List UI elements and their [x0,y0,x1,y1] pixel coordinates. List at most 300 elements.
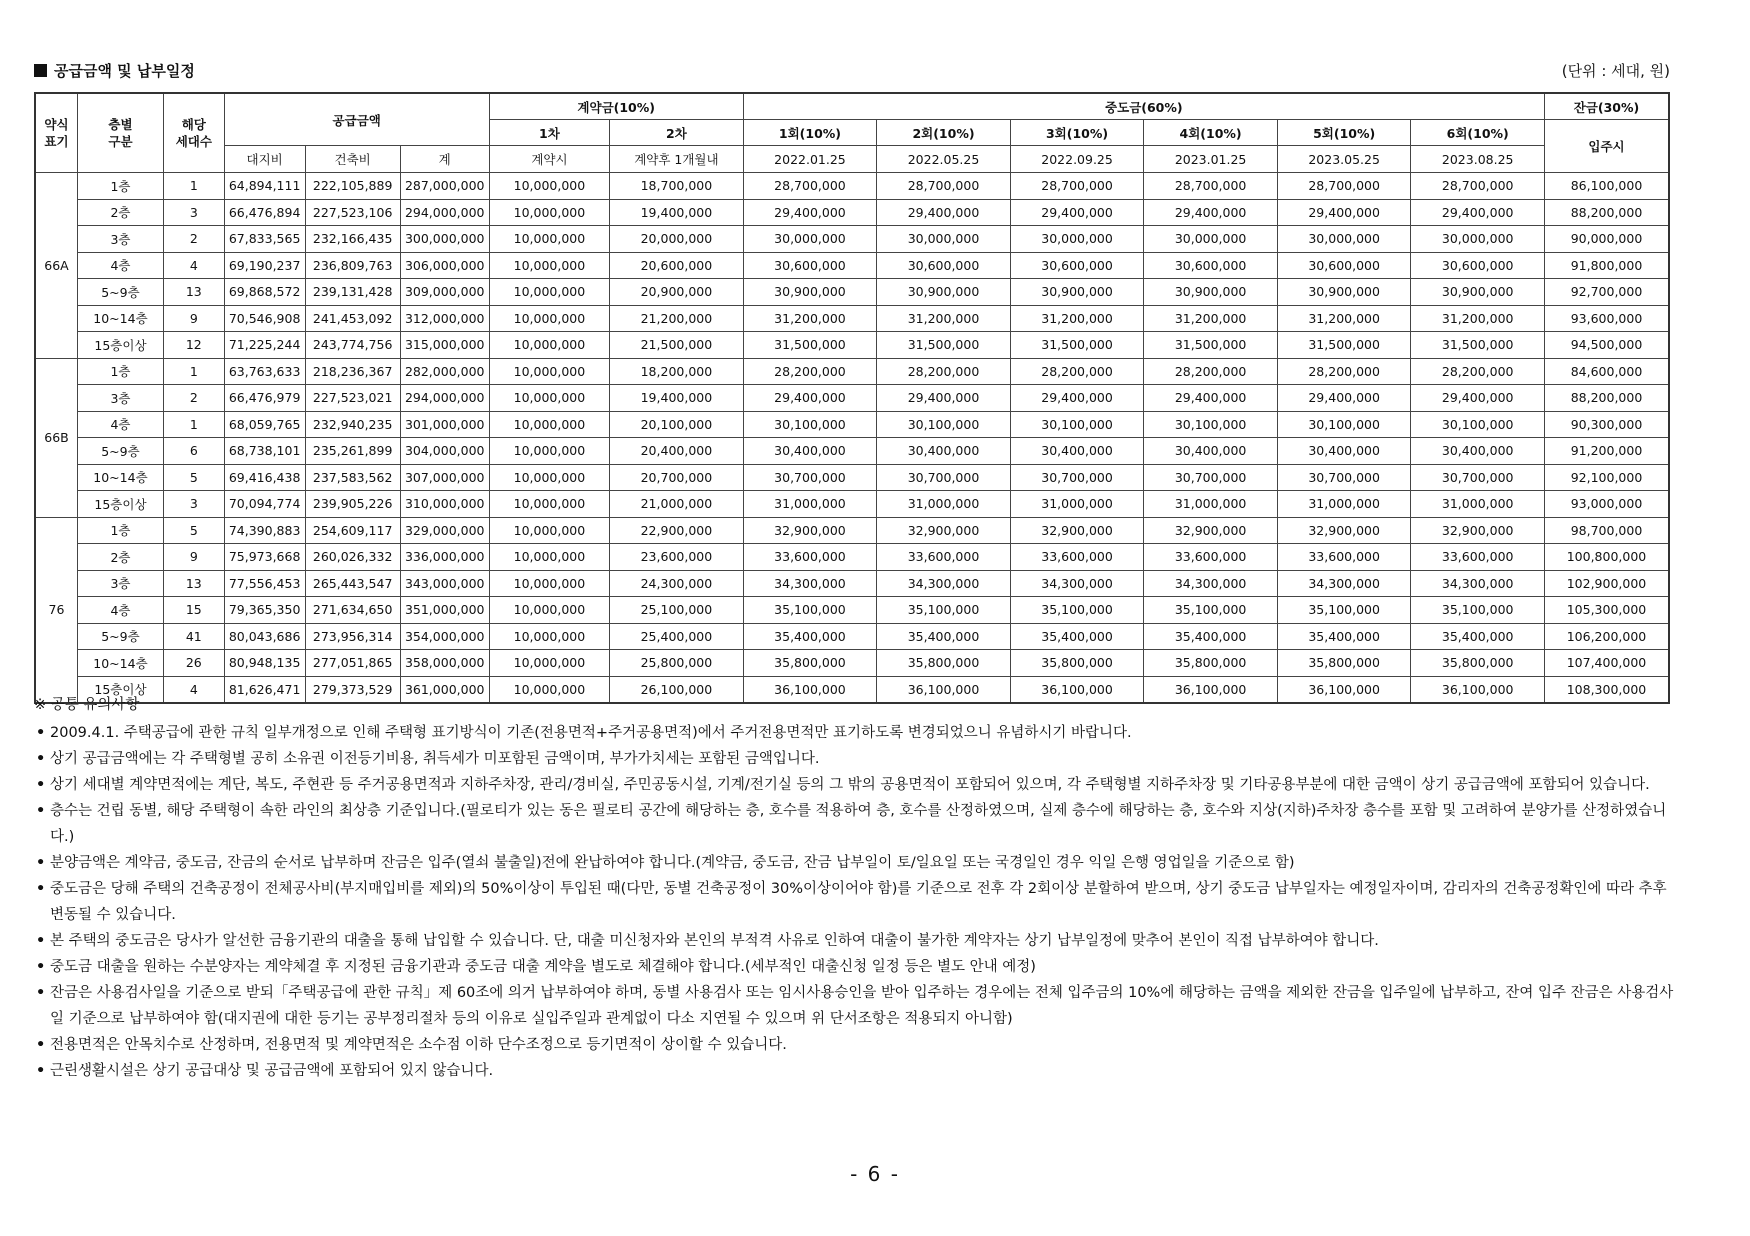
section-title-text: 공급금액 및 납부일정 [54,62,195,80]
table-cell: 3층 [77,385,163,412]
table-cell: 30,100,000 [877,411,1011,438]
table-cell: 33,600,000 [1277,544,1411,571]
note-item [34,850,1684,876]
table-cell: 35,400,000 [1277,623,1411,650]
table-cell: 354,000,000 [400,623,489,650]
table-cell: 30,100,000 [1277,411,1411,438]
table-cell: 12 [163,332,224,359]
table-cell: 30,700,000 [877,464,1011,491]
table-row [35,411,1669,438]
table-cell: 68,738,101 [224,438,305,465]
table-cell: 300,000,000 [400,226,489,253]
table-cell: 29,400,000 [743,385,877,412]
table-cell: 31,200,000 [1277,305,1411,332]
table-cell: 358,000,000 [400,650,489,677]
table-cell: 1층 [77,173,163,200]
table-cell: 5 [163,517,224,544]
table-cell: 30,900,000 [743,279,877,306]
table-cell: 1 [163,173,224,200]
note-item [34,954,1684,980]
table-row [35,464,1669,491]
table-cell: 15 [163,597,224,624]
bullet-icon: • [36,933,46,949]
table-cell: 10,000,000 [489,491,609,518]
table-row [35,358,1669,385]
section-header [34,60,1670,82]
bullet-icon: • [36,725,46,741]
table-cell: 66,476,979 [224,385,305,412]
table-cell: 10~14층 [77,305,163,332]
table-cell: 68,059,765 [224,411,305,438]
table-cell: 91,200,000 [1544,438,1669,465]
table-cell: 35,800,000 [1411,650,1545,677]
table-cell: 30,400,000 [1010,438,1144,465]
header-balance: 잔금(30%) [1544,93,1669,120]
table-cell: 19,400,000 [610,199,744,226]
table-cell: 92,700,000 [1544,279,1669,306]
table-cell: 35,800,000 [877,650,1011,677]
table-cell: 304,000,000 [400,438,489,465]
table-cell: 31,500,000 [877,332,1011,359]
table-cell: 218,236,367 [305,358,400,385]
table-cell: 98,700,000 [1544,517,1669,544]
table-cell: 10,000,000 [489,544,609,571]
table-cell: 33,600,000 [877,544,1011,571]
table-cell: 28,700,000 [1010,173,1144,200]
table-cell: 36,100,000 [1010,676,1144,703]
table-cell: 34,300,000 [1277,570,1411,597]
table-cell: 35,100,000 [743,597,877,624]
table-cell: 32,900,000 [743,517,877,544]
table-cell: 36,100,000 [743,676,877,703]
table-cell: 29,400,000 [1411,385,1545,412]
table-cell: 31,500,000 [1144,332,1278,359]
table-cell: 9 [163,305,224,332]
note-text: 중도금은 당해 주택의 건축공정이 전체공사비(부지매입비를 제외)의 50%이상이 투입된 때(다만, 동별 건축공정이 30%이상이어야 함)를 기준으로 전후 각 2회이상 분할하여 받으며, 상기 중도금 납부일자는 예정일자이며, 감리자의 건축공정확인에 따라 추후 변동될 수 있습니다. [50,881,1667,923]
table-cell: 30,700,000 [743,464,877,491]
note-item [34,720,1684,746]
table-cell: 84,600,000 [1544,358,1669,385]
table-row [35,597,1669,624]
table-cell: 1 [163,358,224,385]
table-cell: 35,400,000 [1411,623,1545,650]
header-deposit: 계약금(10%) [489,93,743,120]
table-cell: 277,051,865 [305,650,400,677]
table-cell: 26,100,000 [610,676,744,703]
note-text: 2009.4.1. 주택공급에 관한 규칙 일부개정으로 인해 주택형 표기방식이 기존(전용면적+주거공용면적)에서 주거전용면적만 표기하도록 변경되었으니 유념하시기 바랍니다. [50,725,1132,741]
header-total: 계 [400,146,489,173]
header-supply-price: 공급금액 [224,93,489,146]
table-cell: 32,900,000 [1411,517,1545,544]
table-cell: 20,700,000 [610,464,744,491]
table-cell: 33,600,000 [1144,544,1278,571]
table-cell: 31,000,000 [743,491,877,518]
header-type: 약식 표기 [35,93,77,173]
table-cell: 30,600,000 [1144,252,1278,279]
table-cell: 10,000,000 [489,358,609,385]
table-cell: 235,261,899 [305,438,400,465]
table-cell: 10,000,000 [489,438,609,465]
table-cell: 3 [163,199,224,226]
table-cell: 21,000,000 [610,491,744,518]
note-item [34,1058,1684,1084]
table-cell: 29,400,000 [1144,385,1278,412]
table-cell: 28,700,000 [1411,173,1545,200]
header-interim-round-3: 3회(10%) [1010,120,1144,146]
table-cell: 294,000,000 [400,385,489,412]
table-cell: 227,523,106 [305,199,400,226]
table-cell: 30,400,000 [1277,438,1411,465]
table-cell: 31,200,000 [1411,305,1545,332]
table-cell: 105,300,000 [1544,597,1669,624]
table-cell: 29,400,000 [1010,385,1144,412]
table-cell: 29,400,000 [1277,385,1411,412]
note-item [34,798,1684,850]
table-cell: 31,200,000 [1144,305,1278,332]
table-row [35,570,1669,597]
table-cell: 6 [163,438,224,465]
section-title [34,60,195,81]
table-cell: 32,900,000 [1277,517,1411,544]
table-cell: 5~9층 [77,438,163,465]
table-cell: 2 [163,226,224,253]
table-cell: 28,200,000 [1010,358,1144,385]
table-cell: 35,100,000 [1411,597,1545,624]
table-cell: 33,600,000 [1411,544,1545,571]
table-cell: 69,416,438 [224,464,305,491]
table-cell: 34,300,000 [743,570,877,597]
table-cell: 10,000,000 [489,332,609,359]
table-cell: 361,000,000 [400,676,489,703]
table-cell: 63,763,633 [224,358,305,385]
table-cell: 10,000,000 [489,252,609,279]
table-cell: 35,100,000 [1144,597,1278,624]
notes-title: ※ 공통 유의사항 [34,697,140,713]
unit-type-cell: 66A [35,173,77,359]
table-cell: 80,043,686 [224,623,305,650]
table-cell: 10,000,000 [489,226,609,253]
table-cell: 2층 [77,544,163,571]
table-row [35,544,1669,571]
bullet-icon: • [36,1063,46,1079]
table-cell: 301,000,000 [400,411,489,438]
table-cell: 265,443,547 [305,570,400,597]
table-cell: 21,200,000 [610,305,744,332]
table-cell: 222,105,889 [305,173,400,200]
table-cell: 30,100,000 [1010,411,1144,438]
table-cell: 4층 [77,597,163,624]
table-cell: 70,546,908 [224,305,305,332]
table-cell: 28,700,000 [877,173,1011,200]
table-cell: 31,000,000 [1411,491,1545,518]
table-cell: 25,400,000 [610,623,744,650]
table-cell: 32,900,000 [877,517,1011,544]
header-interim-date-3: 2022.09.25 [1010,146,1144,173]
table-cell: 28,700,000 [1144,173,1278,200]
header-building-cost: 건축비 [305,146,400,173]
table-cell: 26 [163,650,224,677]
table-cell: 36,100,000 [1277,676,1411,703]
table-cell: 28,200,000 [1144,358,1278,385]
table-cell: 28,200,000 [1411,358,1545,385]
table-cell: 31,000,000 [877,491,1011,518]
table-cell: 25,100,000 [610,597,744,624]
table-cell: 35,400,000 [743,623,877,650]
table-body [35,173,1669,704]
table-cell: 88,200,000 [1544,199,1669,226]
table-cell: 310,000,000 [400,491,489,518]
table-row [35,623,1669,650]
table-cell: 10,000,000 [489,623,609,650]
table-cell: 232,166,435 [305,226,400,253]
header-deposit-first: 1차 [489,120,609,146]
table-cell: 36,100,000 [1144,676,1278,703]
table-cell: 1층 [77,517,163,544]
note-text: 층수는 건립 동별, 해당 주택형이 속한 라인의 최상층 기준입니다.(필로티가 있는 동은 필로티 공간에 해당하는 층, 호수를 적용하여 층, 호수를 산정하였으며, 실제 층수에 해당하는 층, 호수와 지상(지하)주차장 층수를 포함 및 고려하여 분양가를 산정하였습니다.) [50,803,1667,845]
note-item [34,772,1684,798]
table-cell: 64,894,111 [224,173,305,200]
note-item [34,746,1684,772]
table-cell: 243,774,756 [305,332,400,359]
table-cell: 5~9층 [77,623,163,650]
table-cell: 20,100,000 [610,411,744,438]
table-cell: 287,000,000 [400,173,489,200]
table-cell: 4층 [77,411,163,438]
table-cell: 106,200,000 [1544,623,1669,650]
table-cell: 10,000,000 [489,411,609,438]
table-cell: 28,700,000 [1277,173,1411,200]
table-cell: 30,700,000 [1144,464,1278,491]
table-cell: 34,300,000 [1010,570,1144,597]
table-cell: 31,500,000 [1277,332,1411,359]
table-cell: 30,100,000 [1144,411,1278,438]
table-cell: 30,400,000 [743,438,877,465]
note-item [34,928,1684,954]
table-cell: 71,225,244 [224,332,305,359]
table-cell: 336,000,000 [400,544,489,571]
table-cell: 34,300,000 [877,570,1011,597]
table-cell: 79,365,350 [224,597,305,624]
header-interim-round-1: 1회(10%) [743,120,877,146]
table-cell: 35,800,000 [1010,650,1144,677]
table-cell: 30,900,000 [1411,279,1545,306]
table-cell: 30,700,000 [1277,464,1411,491]
table-cell: 34,300,000 [1411,570,1545,597]
table-cell: 20,600,000 [610,252,744,279]
header-interim-date-5: 2023.05.25 [1277,146,1411,173]
note-text: 중도금 대출을 원하는 수분양자는 계약체결 후 지정된 금융기관과 중도금 대출 계약을 별도로 체결해야 합니다.(세부적인 대출신청 일정 등은 별도 안내 예정) [50,959,1036,975]
table-cell: 4층 [77,252,163,279]
note-text: 근린생활시설은 상기 공급대상 및 공급금액에 포함되어 있지 않습니다. [50,1063,494,1079]
table-cell: 30,600,000 [743,252,877,279]
table-cell: 29,400,000 [1144,199,1278,226]
table-cell: 35,100,000 [1277,597,1411,624]
table-cell: 36,100,000 [1411,676,1545,703]
table-cell: 30,900,000 [877,279,1011,306]
table-cell: 239,131,428 [305,279,400,306]
table-cell: 30,000,000 [743,226,877,253]
unit-type-cell: 66B [35,358,77,517]
table-cell: 279,373,529 [305,676,400,703]
table-cell: 70,094,774 [224,491,305,518]
table-cell: 227,523,021 [305,385,400,412]
table-cell: 1층 [77,358,163,385]
table-row [35,199,1669,226]
table-cell: 20,900,000 [610,279,744,306]
table-row [35,491,1669,518]
table-cell: 23,600,000 [610,544,744,571]
table-cell: 30,900,000 [1144,279,1278,306]
table-header [35,93,1669,173]
table-cell: 241,453,092 [305,305,400,332]
table-cell: 30,000,000 [1277,226,1411,253]
table-cell: 30,100,000 [1411,411,1545,438]
table-cell: 294,000,000 [400,199,489,226]
table-cell: 10,000,000 [489,570,609,597]
header-interim-date-1: 2022.01.25 [743,146,877,173]
table-cell: 10~14층 [77,464,163,491]
table-cell: 77,556,453 [224,570,305,597]
header-deposit-second: 2차 [610,120,744,146]
table-cell: 66,476,894 [224,199,305,226]
unit-label: (단위 : 세대, 원) [1561,62,1670,80]
table-cell: 93,000,000 [1544,491,1669,518]
table-cell: 15층이상 [77,332,163,359]
header-floor: 층별 구분 [77,93,163,173]
table-cell: 30,000,000 [877,226,1011,253]
table-row [35,252,1669,279]
table-cell: 34,300,000 [1144,570,1278,597]
table-cell: 18,200,000 [610,358,744,385]
header-move-in: 입주시 [1544,120,1669,173]
table-cell: 102,900,000 [1544,570,1669,597]
table-cell: 29,400,000 [1411,199,1545,226]
table-cell: 273,956,314 [305,623,400,650]
table-cell: 69,868,572 [224,279,305,306]
table-cell: 3 [163,491,224,518]
table-cell: 309,000,000 [400,279,489,306]
table-cell: 35,400,000 [1144,623,1278,650]
table-cell: 31,200,000 [743,305,877,332]
table-cell: 31,500,000 [743,332,877,359]
table-cell: 21,500,000 [610,332,744,359]
table-cell: 36,100,000 [877,676,1011,703]
table-cell: 10~14층 [77,650,163,677]
table-row [35,650,1669,677]
table-cell: 236,809,763 [305,252,400,279]
table-cell: 30,700,000 [1411,464,1545,491]
bullet-icon: • [36,881,46,897]
note-text: 잔금은 사용검사일을 기준으로 받되「주택공급에 관한 규칙」제 60조에 의거 납부하여야 하며, 동별 사용검사 또는 임시사용승인을 받아 입주하는 경우에는 전체 입주금의 10%에 해당하는 금액을 제외한 잔금을 입주일에 납부하고, 잔여 입주 잔금은 사용검사일 기준으로 납부하여야 함(대지권에 대한 등기는 공부정리절차 등의 이유로 실입주일과 관계없이 다소 지연될 수 있으며 위 단서조항은 적용되지 아니함) [50,985,1674,1027]
table-cell: 3층 [77,226,163,253]
table-row [35,305,1669,332]
table-cell: 307,000,000 [400,464,489,491]
table-cell: 4 [163,252,224,279]
table-cell: 29,400,000 [743,199,877,226]
table-cell: 80,948,135 [224,650,305,677]
table-cell: 91,800,000 [1544,252,1669,279]
table-cell: 4 [163,676,224,703]
header-on-contract: 계약시 [489,146,609,173]
note-text: 분양금액은 계약금, 중도금, 잔금의 순서로 납부하며 잔금은 입주(열쇠 불출일)전에 완납하여야 합니다.(계약금, 중도금, 잔금 납부일이 토/일요일 또는 국경일인 경우 익일 은행 영업일을 기준으로 함) [50,855,1295,871]
note-text: 본 주택의 중도금은 당사가 알선한 금융기관의 대출을 통해 납입할 수 있습니다. 단, 대출 미신청자와 본인의 부적격 사유로 인하여 대출이 불가한 계약자는 상기 납부일정에 맞추어 본인이 직접 납부하여야 합니다. [50,933,1379,949]
table-row [35,173,1669,200]
table-cell: 2층 [77,199,163,226]
bullet-icon: • [36,803,46,819]
table-cell: 232,940,235 [305,411,400,438]
table-cell: 24,300,000 [610,570,744,597]
table-cell: 35,400,000 [877,623,1011,650]
table-cell: 2 [163,385,224,412]
note-text: 상기 세대별 계약면적에는 계단, 복도, 주현관 등 주거공용면적과 지하주차장, 관리/경비실, 주민공동시설, 기계/전기실 등의 그 밖의 공용면적이 포함되어 있으며, 각 주택형별 지하주차장 및 기타공용부분에 대한 금액이 상기 공급금액에 포함되어 있습니다. [50,777,1650,793]
header-interim-date-4: 2023.01.25 [1144,146,1278,173]
table-cell: 31,500,000 [1010,332,1144,359]
table-row [35,438,1669,465]
header-interim-round-5: 5회(10%) [1277,120,1411,146]
square-bullet-icon [34,64,47,77]
table-cell: 282,000,000 [400,358,489,385]
table-cell: 30,600,000 [1010,252,1144,279]
table-cell: 15층이상 [77,491,163,518]
table-cell: 30,400,000 [1411,438,1545,465]
table-row [35,385,1669,412]
table-cell: 30,000,000 [1010,226,1144,253]
table-cell: 237,583,562 [305,464,400,491]
table-cell: 3층 [77,570,163,597]
table-cell: 29,400,000 [877,199,1011,226]
table-cell: 90,300,000 [1544,411,1669,438]
unit-type-cell: 76 [35,517,77,703]
table-cell: 20,400,000 [610,438,744,465]
header-interim: 중도금(60%) [743,93,1544,120]
table-cell: 306,000,000 [400,252,489,279]
table-cell: 5~9층 [77,279,163,306]
bullet-icon: • [36,777,46,793]
note-item [34,1032,1684,1058]
table-cell: 93,600,000 [1544,305,1669,332]
table-cell: 88,200,000 [1544,385,1669,412]
table-cell: 239,905,226 [305,491,400,518]
bullet-icon: • [36,855,46,871]
table-cell: 315,000,000 [400,332,489,359]
note-item [34,980,1684,1032]
table-cell: 35,400,000 [1010,623,1144,650]
table-cell: 32,900,000 [1010,517,1144,544]
table-cell: 25,800,000 [610,650,744,677]
table-cell: 94,500,000 [1544,332,1669,359]
table-cell: 329,000,000 [400,517,489,544]
price-schedule-table [34,92,1670,704]
table-cell: 30,400,000 [877,438,1011,465]
table-cell: 81,626,471 [224,676,305,703]
table-cell: 29,400,000 [877,385,1011,412]
table-cell: 32,900,000 [1144,517,1278,544]
table-cell: 30,000,000 [1411,226,1545,253]
note-item [34,876,1684,928]
table-cell: 90,000,000 [1544,226,1669,253]
table-cell: 30,000,000 [1144,226,1278,253]
table-cell: 33,600,000 [1010,544,1144,571]
table-cell: 28,700,000 [743,173,877,200]
table-cell: 30,900,000 [1010,279,1144,306]
table-cell: 31,200,000 [877,305,1011,332]
table-cell: 28,200,000 [743,358,877,385]
table-cell: 30,600,000 [1277,252,1411,279]
header-interim-date-6: 2023.08.25 [1411,146,1545,173]
notes-section [34,692,1684,1084]
table-cell: 351,000,000 [400,597,489,624]
table-cell: 31,200,000 [1010,305,1144,332]
